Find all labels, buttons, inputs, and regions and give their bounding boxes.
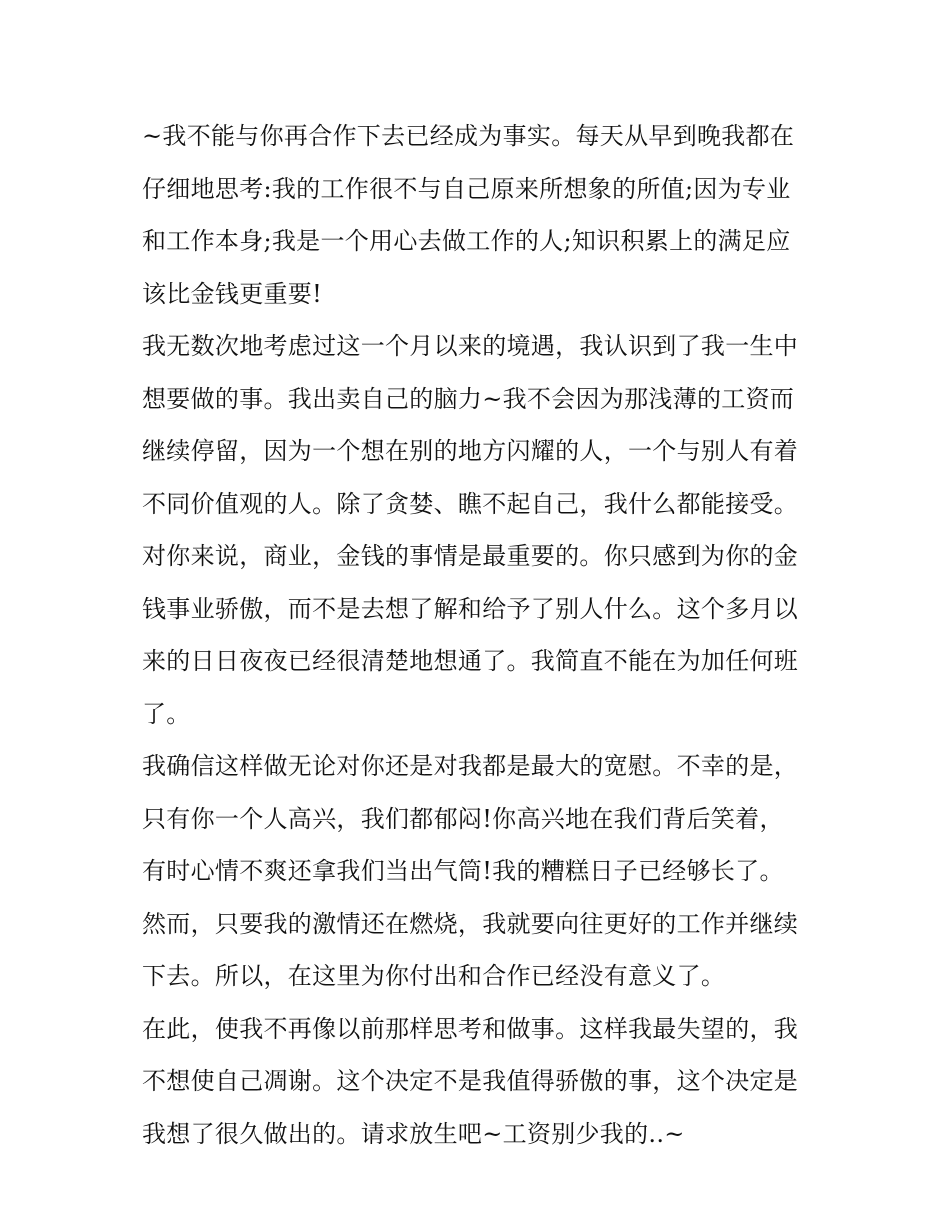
- text-line: 我确信这样做无论对你还是对我都是最大的宽慰。不幸的是，: [142, 752, 799, 780]
- text-line: 钱事业骄傲，而不是去想了解和给予了别人什么。这个多月以: [142, 594, 799, 623]
- text-line: 不想使自己凋谢。这个决定不是我值得骄傲的事，这个决定是: [142, 1067, 799, 1095]
- text-line: 然而，只要我的激情还在燃烧，我就要向往更好的工作并继续: [142, 909, 799, 938]
- text-line: 仔细地思考:我的工作很不与自己原来所想象的所值;因为专业: [142, 174, 791, 203]
- text-line: 了。: [142, 699, 191, 728]
- text-line: 对你来说，商业，金钱的事情是最重要的。你只感到为你的金: [142, 542, 799, 570]
- text-line: ~我不能与你再合作下去已经成为事实。每天从早到晚我都在: [142, 122, 795, 150]
- text-line: 和工作本身;我是一个用心去做工作的人;知识积累上的满足应: [142, 227, 791, 255]
- text-line: 有时心情不爽还拿我们当出气筒!我的糟糕日子已经够长了。: [142, 857, 784, 885]
- text-line: 我想了很久做出的。请求放生吧~工资别少我的..~: [142, 1119, 685, 1148]
- text-line: 不同价值观的人。除了贪婪、瞧不起自己，我什么都能接受。: [142, 489, 799, 518]
- text-line: 继续停留，因为一个想在别的地方闪耀的人，一个与别人有着: [142, 437, 799, 465]
- text-line: 来的日日夜夜已经很清楚地想通了。我简直不能在为加任何班: [142, 647, 799, 675]
- body-text: [142, 110, 822, 1160]
- text-line: 下去。所以，在这里为你付出和合作已经没有意义了。: [142, 962, 726, 990]
- text-line: 只有你一个人高兴，我们都郁闷!你高兴地在我们背后笑着，: [142, 804, 784, 833]
- text-line: 该比金钱更重要!: [142, 279, 323, 308]
- text-line: 我无数次地考虑过这一个月以来的境遇，我认识到了我一生中: [142, 332, 799, 360]
- text-line: 想要做的事。我出卖自己的脑力~我不会因为那浅薄的工资而: [142, 384, 795, 413]
- text-line: 在此，使我不再像以前那样思考和做事。这样我最失望的，我: [142, 1014, 799, 1043]
